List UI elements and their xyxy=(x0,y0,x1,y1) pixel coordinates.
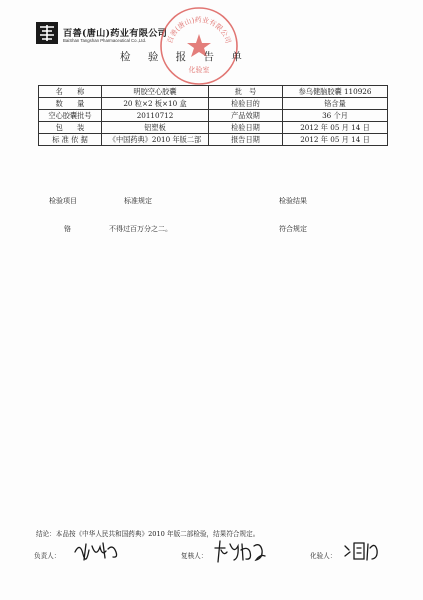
stamp-inner-text: 化验室 xyxy=(188,66,210,74)
table-cell: 空心胶囊批号 xyxy=(39,110,102,122)
result-item: 铬 xyxy=(64,225,71,233)
table-row xyxy=(39,134,388,146)
reviewer-signature xyxy=(212,538,268,566)
reviewer-label: 复核人： xyxy=(181,552,208,560)
lab-stamp xyxy=(157,4,241,88)
conclusion-text: 结论：本品按《中华人民共和国药典》2010 年版二部检验，结果符合规定。 xyxy=(36,530,260,538)
table-cell: 参乌健脑胶囊 110926 xyxy=(283,86,388,98)
table-cell: 铝塑板 xyxy=(102,122,209,134)
company-name-english: BaiShan Tangshan Pharmaceutical Co.,Ltd. xyxy=(63,38,147,43)
table-cell: 铬含量 xyxy=(283,98,388,110)
table-cell: 36 个月 xyxy=(283,110,388,122)
report-info-table xyxy=(38,85,388,146)
table-cell: 20110712 xyxy=(102,110,209,122)
table-cell: 检验目的 xyxy=(209,98,283,110)
result-standard: 不得过百万分之二。 xyxy=(109,225,172,233)
table-cell: 检验日期 xyxy=(209,122,283,134)
responsible-signature xyxy=(72,538,122,564)
table-cell: 产品效期 xyxy=(209,110,283,122)
table-row xyxy=(39,86,388,98)
results-header-item: 检验项目 xyxy=(49,197,77,205)
company-name: 百善(唐山)药业有限公司 xyxy=(63,28,168,39)
tester-signature xyxy=(342,538,382,564)
result-value: 符合规定 xyxy=(279,225,307,233)
table-row xyxy=(39,98,388,110)
table-cell: 名 称 xyxy=(39,86,102,98)
table-cell: 报告日期 xyxy=(209,134,283,146)
table-cell: 批 号 xyxy=(209,86,283,98)
responsible-label: 负责人： xyxy=(34,552,61,560)
table-cell: 标 准 依 据 xyxy=(39,134,102,146)
table-cell: 包 装 xyxy=(39,122,102,134)
table-cell: 《中国药典》2010 年版二部 xyxy=(102,134,209,146)
stamp-outer-text: 百善(唐山)药业有限公司 xyxy=(165,15,233,45)
tester-label: 化验人： xyxy=(310,552,337,560)
table-cell: 数 量 xyxy=(39,98,102,110)
table-cell: 2012 年 05 月 14 日 xyxy=(283,134,388,146)
table-cell: 2012 年 05 月 14 日 xyxy=(283,122,388,134)
table-cell: 明胶空心胶囊 xyxy=(102,86,209,98)
table-row xyxy=(39,122,388,134)
report-title: 检 验 报 告 单 xyxy=(120,51,249,63)
company-logo xyxy=(36,22,58,44)
table-row xyxy=(39,110,388,122)
table-cell: 20 粒×2 板×10 盒 xyxy=(102,98,209,110)
results-header-standard: 标准规定 xyxy=(124,197,152,205)
results-header-result: 检验结果 xyxy=(279,197,307,205)
